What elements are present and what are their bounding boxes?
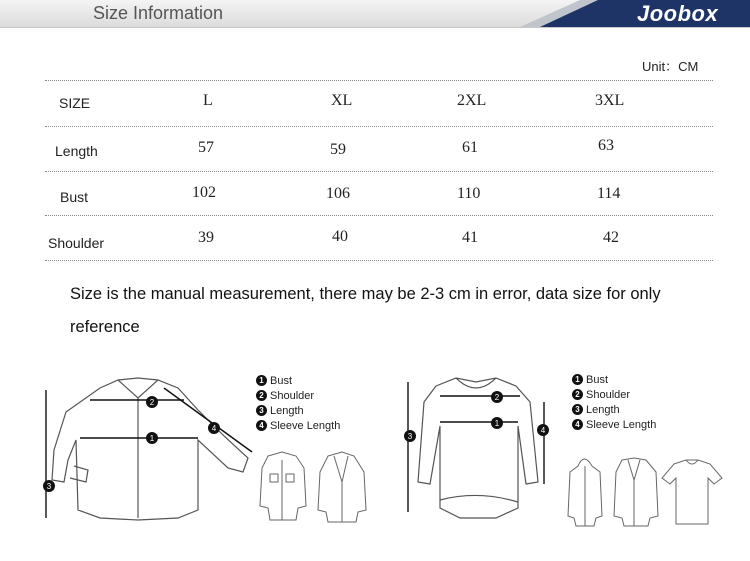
legend-item: 3 Length	[572, 402, 656, 417]
table-cell: 57	[198, 139, 214, 156]
table-cell: 59	[330, 141, 346, 158]
row-label-length: Length	[55, 143, 98, 159]
svg-text:1: 1	[494, 419, 500, 428]
svg-text:1: 1	[149, 434, 155, 443]
table-divider	[45, 260, 713, 261]
table-divider	[45, 80, 713, 81]
table-cell: 61	[462, 139, 478, 156]
table-cell: 39	[198, 229, 214, 246]
header-bar	[0, 0, 750, 28]
legend-item: 4 Sleeve Length	[572, 417, 656, 432]
row-label-bust: Bust	[60, 189, 89, 205]
marker-icon	[491, 391, 503, 403]
legend-item: 2 Shoulder	[256, 388, 340, 403]
legend-right	[572, 372, 656, 432]
number-icon: 4	[572, 419, 583, 430]
number-icon: 2	[256, 390, 267, 401]
garment-icons	[566, 450, 726, 530]
table-cell: 40	[332, 228, 348, 245]
table-header-cell: 2XL	[457, 92, 487, 109]
table-divider	[45, 215, 713, 216]
table-header-cell: XL	[331, 92, 353, 109]
svg-text:4: 4	[540, 426, 546, 435]
row-label-shoulder: Shoulder	[48, 235, 105, 251]
svg-text:2: 2	[494, 393, 500, 402]
table-cell: 106	[326, 185, 350, 202]
table-cell: 42	[603, 229, 619, 246]
brand-logo: Joobox	[637, 1, 719, 26]
svg-text:4: 4	[211, 424, 217, 433]
marker-icon	[208, 422, 220, 434]
legend-left	[256, 373, 340, 433]
shirt-diagram	[38, 370, 258, 530]
unit-label: Unit：CM	[642, 59, 699, 74]
table-divider	[45, 126, 713, 127]
marker-icon	[491, 417, 503, 429]
jacket-icons	[248, 448, 373, 528]
number-icon: 3	[572, 404, 583, 415]
svg-text:3: 3	[46, 482, 52, 491]
legend-item: 1 Bust	[256, 373, 340, 388]
table-cell: 63	[598, 137, 614, 154]
marker-icon	[43, 480, 55, 492]
table-divider	[45, 171, 713, 172]
svg-text:3: 3	[407, 432, 413, 441]
table-cell: 110	[457, 185, 481, 202]
table-cell: 102	[192, 184, 216, 201]
svg-text:2: 2	[149, 398, 155, 407]
marker-icon	[146, 432, 158, 444]
marker-icon	[146, 396, 158, 408]
table-cell: 114	[597, 185, 621, 202]
legend-item: 1 Bust	[572, 372, 656, 387]
number-icon: 1	[572, 374, 583, 385]
number-icon: 1	[256, 375, 267, 386]
legend-item: 4 Sleeve Length	[256, 418, 340, 433]
sweater-diagram	[400, 372, 560, 527]
number-icon: 3	[256, 405, 267, 416]
page-title: Size Information	[93, 3, 224, 23]
marker-icon	[537, 424, 549, 436]
marker-icon	[404, 430, 416, 442]
measurement-note: Size is the manual measurement, there may be 2-3 cm in error, data size for only reference	[70, 285, 661, 336]
table-cell: 41	[462, 229, 478, 246]
number-icon: 4	[256, 420, 267, 431]
table-header-cell: L	[203, 92, 213, 109]
table-header-size: SIZE	[59, 95, 91, 111]
number-icon: 2	[572, 389, 583, 400]
table-header-cell: 3XL	[595, 92, 625, 109]
legend-item: 2 Shoulder	[572, 387, 656, 402]
legend-item: 3 Length	[256, 403, 340, 418]
